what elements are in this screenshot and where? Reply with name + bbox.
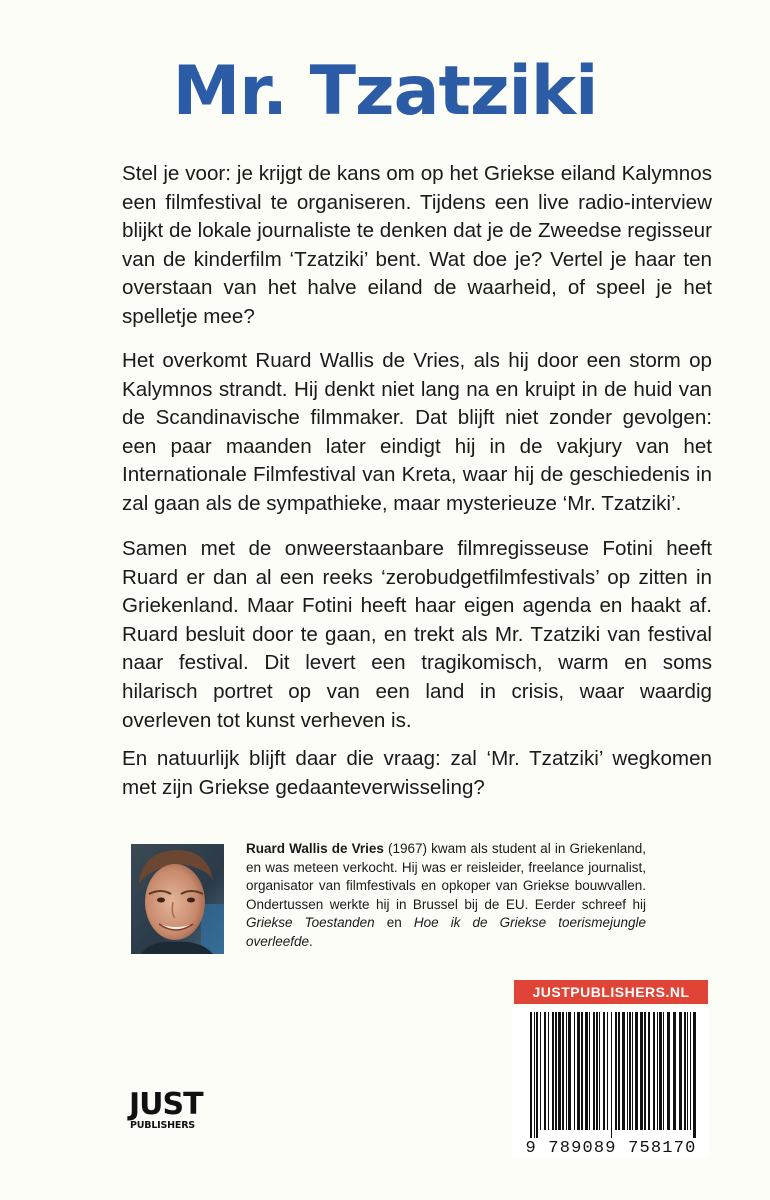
barcode-bar <box>530 1012 532 1138</box>
barcode-bar <box>629 1012 631 1130</box>
blurb-paragraph-4: En natuurlijk blijft daar die vraag: zal ‘Mr. Tzatziki’ wegkomen met zijn Griekse gedaanteverwisseling? <box>122 747 712 799</box>
barcode-bar <box>667 1012 670 1130</box>
blurb-paragraph-3: Samen met de onweerstaanbare filmregisseuse Fotini heeft Ruard er dan al een reeks ‘zerobudgetfilmfestivals’ op zitten in Griekenland. Maar Fotini heeft haar eigen agenda en haakt af. Ruard besluit door te gaan, en trekt als Mr. Tzatziki van festival naar festival. Dit levert een tragikomisch, warm en soms hilarisch portret op van een land in crisis, waar waardig overleven tot kunst verheven is. <box>122 537 712 732</box>
barcode-bar <box>552 1012 554 1130</box>
publisher-url-badge: JUSTPUBLISHERS.NL <box>514 980 708 1004</box>
book-title-griekse-toestanden: Griekse Toestanden <box>246 915 375 930</box>
barcode-bar <box>684 1012 686 1130</box>
barcode-bar <box>659 1012 662 1130</box>
isbn-number: 9 789089 758170 <box>525 1139 697 1158</box>
author-bio-end: . <box>309 933 313 949</box>
barcode-bar <box>632 1012 633 1130</box>
barcode-bar <box>615 1012 617 1130</box>
barcode-bar <box>562 1012 564 1130</box>
author-name: Ruard Wallis de Vries <box>246 841 384 856</box>
barcode-bar <box>648 1012 650 1130</box>
barcode-bar <box>673 1012 676 1130</box>
barcode-bar <box>599 1012 600 1130</box>
barcode-bar <box>607 1012 608 1130</box>
barcode-bar <box>657 1012 658 1130</box>
barcode-bar <box>540 1012 541 1130</box>
barcode-bar <box>555 1012 557 1130</box>
barcode-bar <box>544 1012 546 1130</box>
barcode-bar <box>690 1012 691 1130</box>
barcode-bar <box>558 1012 561 1130</box>
logo-main-text: JUST <box>129 1087 203 1122</box>
barcode-bar <box>566 1012 567 1130</box>
barcode-bar <box>618 1012 620 1130</box>
barcode-bar <box>653 1012 655 1130</box>
logo-sub-text: PUBLISHERS <box>130 1120 195 1131</box>
barcode-bar <box>577 1012 580 1130</box>
barcode-bar <box>687 1012 688 1130</box>
barcode-bar <box>534 1012 535 1138</box>
barcode-bar <box>644 1012 646 1130</box>
book-title: Mr. Tzatziki <box>172 52 598 131</box>
barcode-bar <box>603 1012 605 1130</box>
author-bio <box>246 840 646 951</box>
barcode-bar <box>585 1012 588 1130</box>
barcode-bar <box>581 1012 583 1130</box>
barcode-bar <box>635 1012 638 1130</box>
barcode-bar <box>622 1012 625 1130</box>
author-bio-text-1: (1967) kwam als student al in Griekenland, en was meteen verkocht. Hij was er reisleider, freelance journalist, organisator van filmfestivals en opkoper van Griekse bouwvallen. Ondertussen werkte hij in Brussel bij de EU. Eerder schreef hij <box>246 841 646 912</box>
barcode-bar <box>627 1012 628 1130</box>
barcode-bar <box>536 1012 538 1138</box>
barcode-bar <box>568 1012 571 1130</box>
barcode-bar <box>596 1012 598 1130</box>
blurb-paragraph-2: Het overkomt Ruard Wallis de Vries, als hij door een storm op Kalymnos strandt. Hij denkt niet lang na en kruipt in de huid van de Scandinavische filmmaker. Dat blijft niet zonder gevolgen: een paar maanden later eindigt hij in de vakjury van het Internationale Filmfestival van Kreta, waar hij de geschiedenis in zal gaan als de sympathieke, maar mysterieuze ‘Mr. Tzatziki’. <box>122 349 712 515</box>
blurb-paragraph-1: Stel je voor: je krijgt de kans om op het Griekse eiland Kalymnos een filmfestival te organiseren. Tijdens een live radio-interview blijkt de lokale journaliste te denken dat je de Zweedse regisseur van de kinderfilm ‘Tzatziki’ bent. Wat doe je? Vertel je haar ten overstaan van het halve eiland de waarheid, of speel je het spelletje mee? <box>122 162 712 328</box>
barcode-bar <box>663 1012 664 1130</box>
barcode-bar <box>548 1012 549 1130</box>
barcode-bar <box>574 1012 575 1130</box>
barcode-bar <box>593 1012 595 1130</box>
barcode-bar <box>611 1012 612 1138</box>
publisher-logo <box>129 1087 209 1134</box>
barcode-bar <box>693 1012 696 1138</box>
author-bio-text-2: en <box>374 915 414 930</box>
barcode-icon <box>512 1008 710 1158</box>
book-title-toerismejungle: Hoe ik de Griekse toerismejungle overleefde <box>246 915 646 949</box>
author-portrait-icon <box>131 844 224 954</box>
barcode-bar <box>679 1012 682 1130</box>
barcode-bar <box>640 1012 643 1130</box>
barcode-bar <box>589 1012 590 1130</box>
